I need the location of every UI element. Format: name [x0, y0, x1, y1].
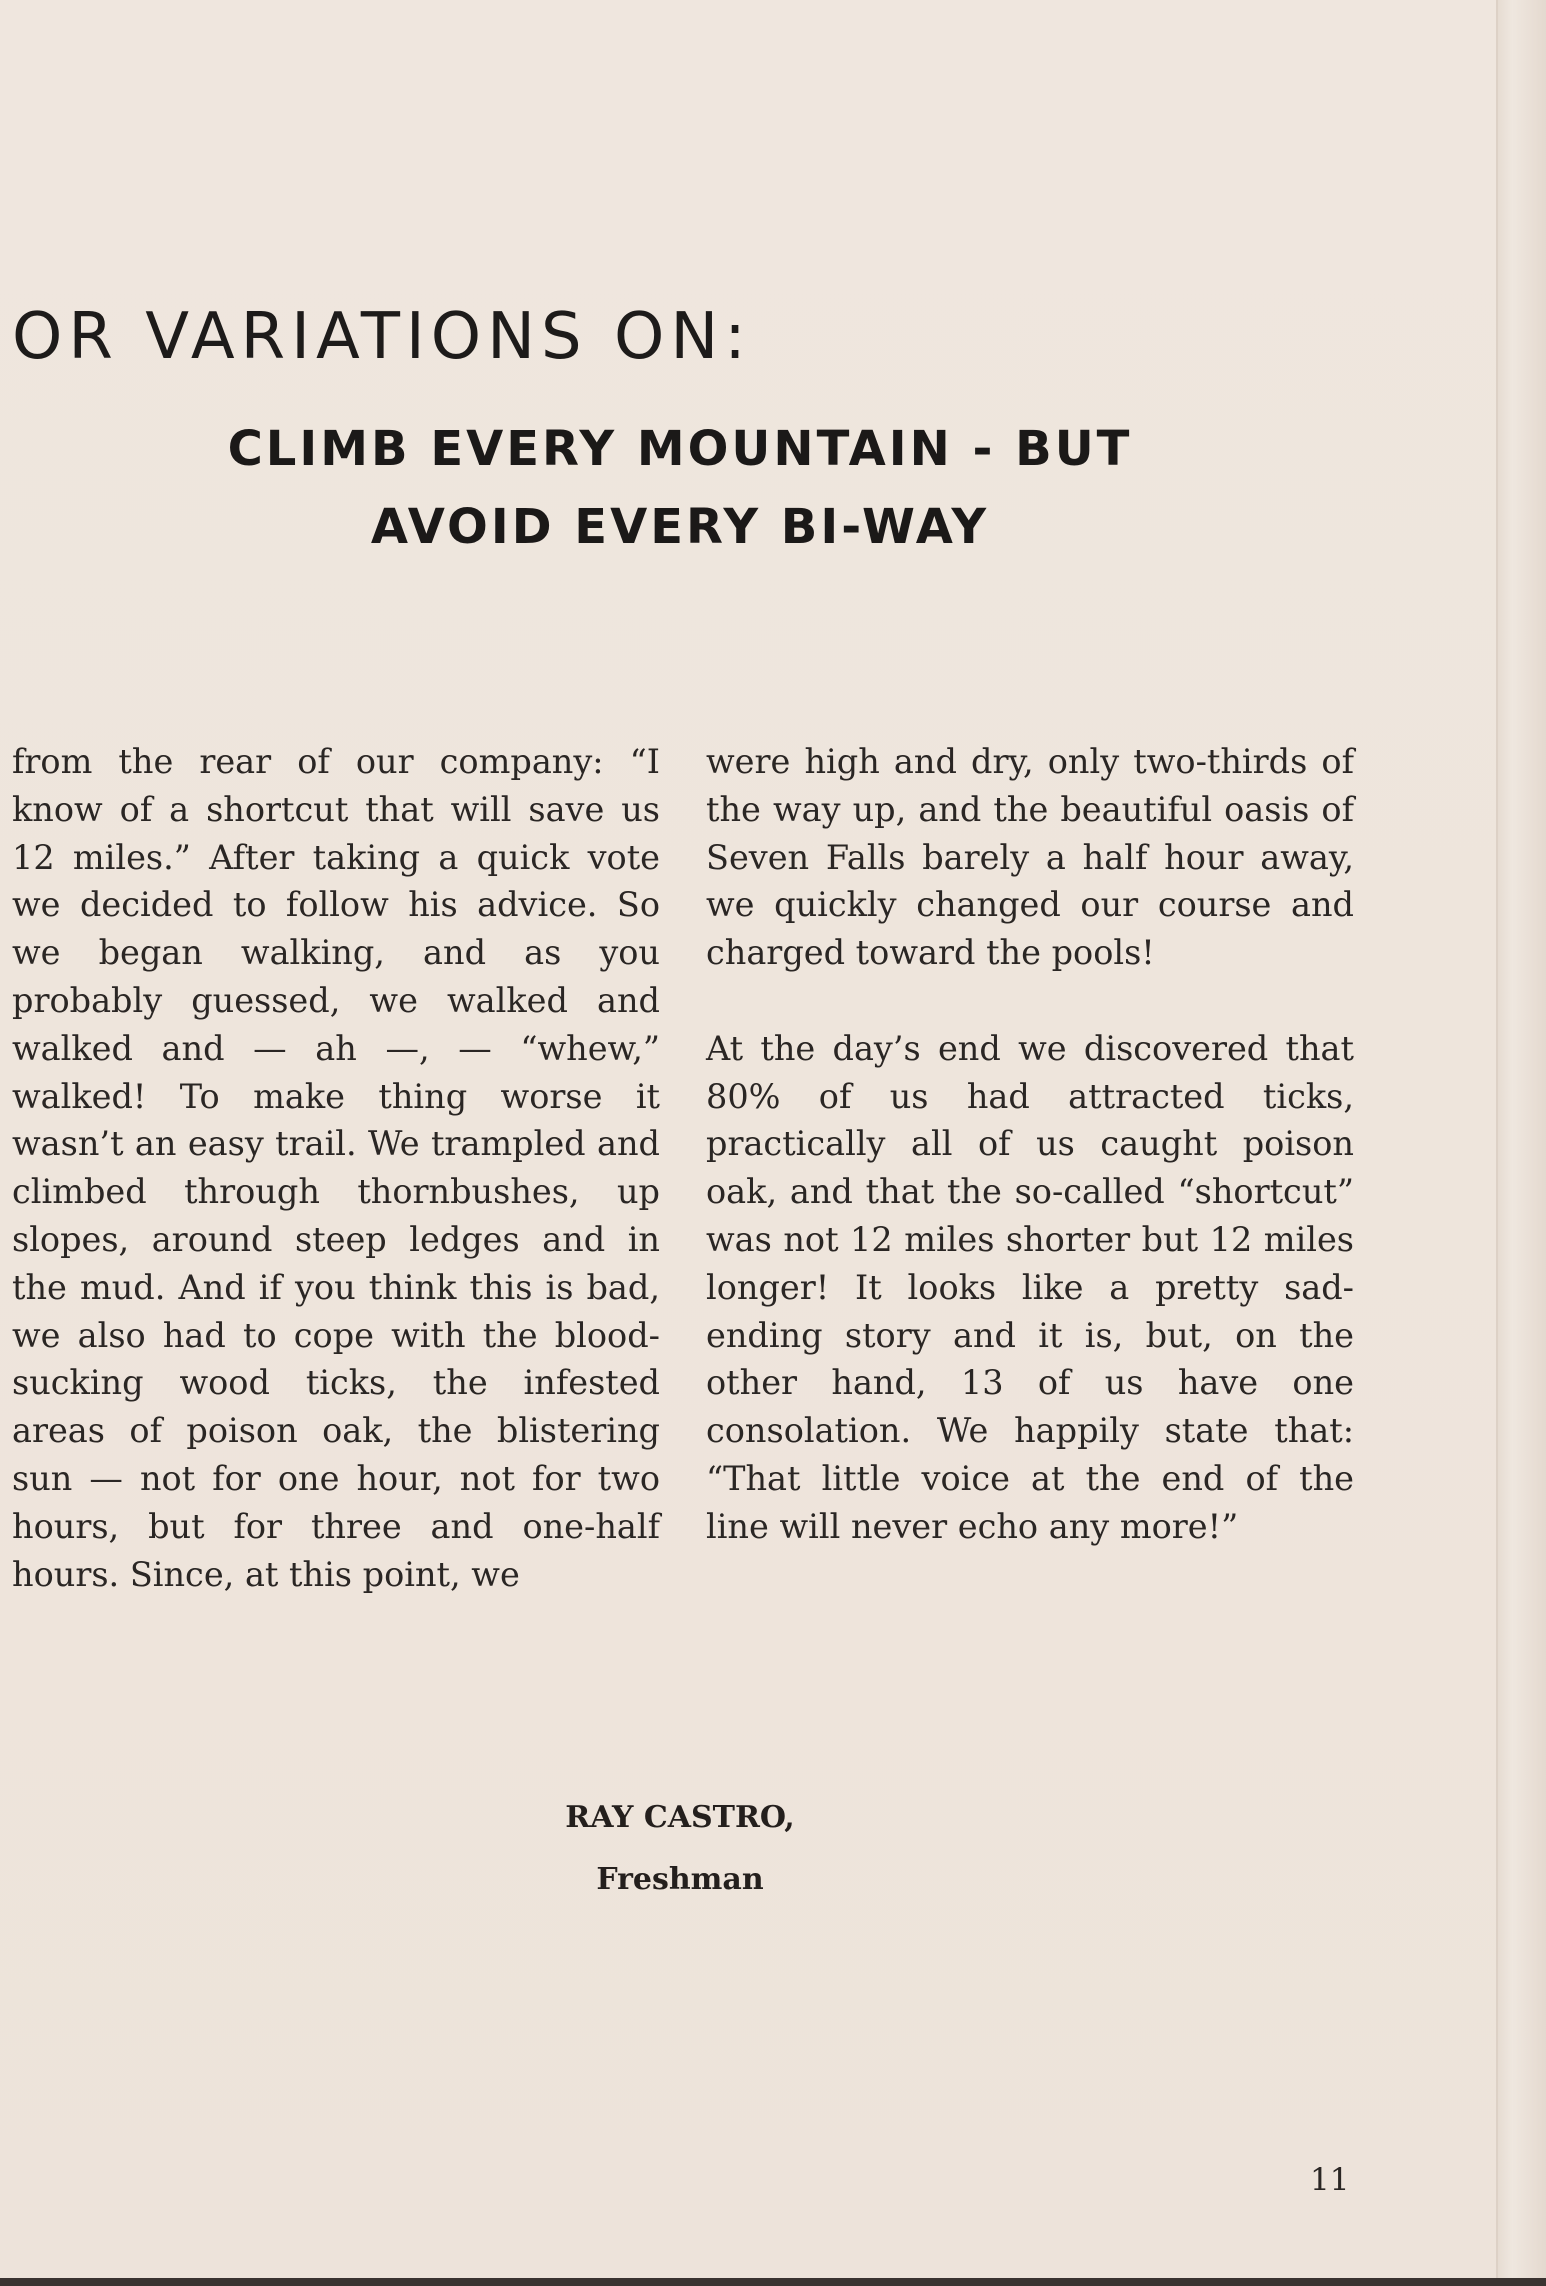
subtitle-line-1: CLIMB EVERY MOUNTAIN - BUT	[227, 421, 1133, 477]
author-role: Freshman	[596, 1862, 764, 1897]
right-column-paragraph-1: were high and dry, only two-thirds of the way up, and the beautiful oasis of Seven Falls barely a half hour away, we quickly changed our course and charged toward the pools!	[706, 742, 1354, 973]
page-number: 11	[1310, 2162, 1350, 2198]
left-column	[12, 738, 660, 1598]
page-title: OR VARIATIONS ON:	[12, 300, 752, 374]
paragraph-gap	[706, 977, 1354, 1025]
right-column	[706, 738, 1354, 1551]
subtitle-line-2: AVOID EVERY BI-WAY	[370, 499, 990, 555]
page-edge	[1496, 0, 1546, 2286]
article-subtitle	[0, 410, 1360, 566]
author-name: RAY CASTRO,	[565, 1800, 795, 1835]
right-column-paragraph-2: At the day’s end we discovered that 80% of us had attracted ticks, practically all of us caught poison oak, and that the so-called “shortcut” was not 12 miles shorter but 12 miles longer! It looks like a pretty sad-ending story and it is, but, on the other hand, 13 of us have one consolation. We happily state that: “That little voice at the end of the line will never echo any more!”	[706, 1028, 1354, 1546]
page-bottom-edge	[0, 2278, 1546, 2286]
left-column-text: from the rear of our company: “I know of a shortcut that will save us 12 miles.” After taking a quick vote we decided to follow his advice. So we began walking, and as you probably guessed, we walked and walked and — ah —, — “whew,” walked! To make thing worse it wasn’t an easy trail. We trampled and climbed through thornbushes, up slopes, around steep ledges and in the mud. And if you think this is bad, we also had to cope with the blood-sucking wood ticks, the infested areas of poison oak, the blistering sun — not for one hour, not for two hours, but for three and one-half hours. Since, at this point, we	[12, 742, 660, 1594]
